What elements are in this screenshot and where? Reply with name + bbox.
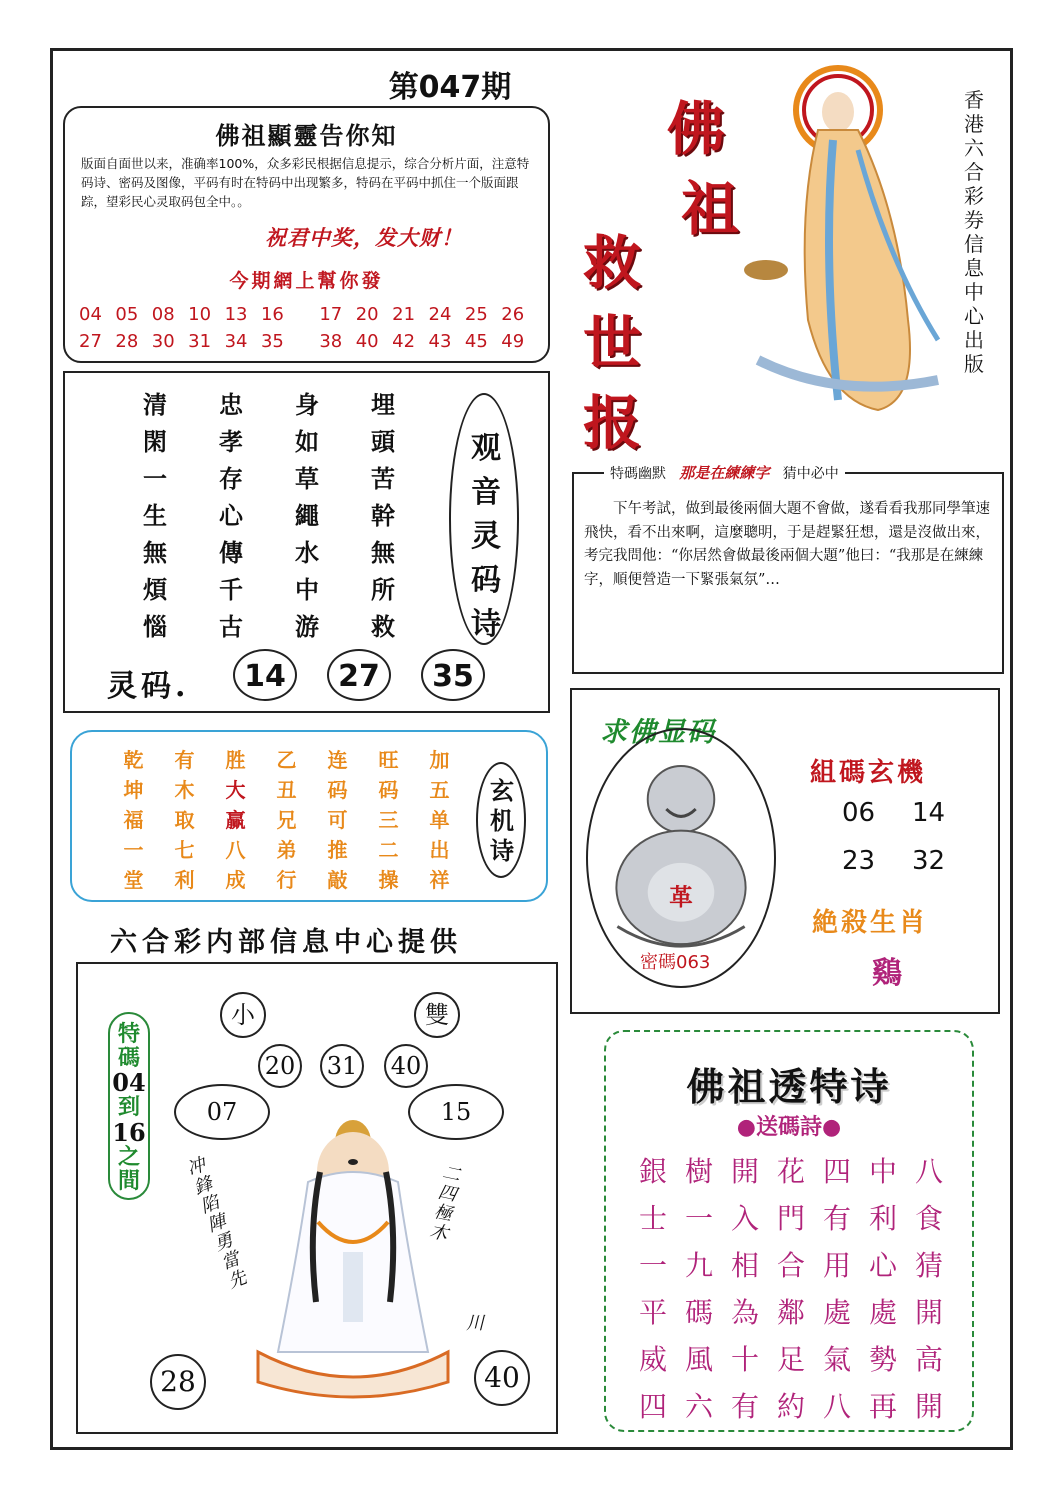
- help-number: 40: [355, 331, 379, 352]
- ring-number: 31: [320, 1044, 364, 1088]
- riddle-label-right: 猜中必中: [782, 466, 839, 482]
- guanyin-poem-char: 心: [219, 501, 243, 530]
- guanyin-poem-char: 惱: [143, 612, 167, 641]
- tete-poem-char: 鄰: [776, 1296, 805, 1329]
- tete-poem-char: 八: [914, 1155, 943, 1188]
- xuanji-poem-char: 码: [378, 778, 399, 802]
- tete-poem-char: 氣: [822, 1343, 851, 1376]
- help-number: 28: [115, 331, 139, 352]
- ring-number: 20: [258, 1044, 302, 1088]
- help-number: 20: [355, 304, 379, 325]
- help-number: 24: [428, 304, 452, 325]
- tete-poem-char: 門: [776, 1202, 805, 1235]
- tete-poem-char: 用: [822, 1249, 851, 1282]
- xuanji-poem-char: 可: [327, 808, 348, 832]
- tete-poem-char: 有: [730, 1390, 759, 1423]
- xuanji-poem-char: 一: [123, 838, 144, 862]
- intro-title: 佛祖顯靈告你知: [215, 121, 398, 150]
- tete-poem-char: 花: [776, 1155, 805, 1188]
- help-title: 今期網上幫你發: [229, 270, 384, 292]
- guanyin-poem-title: 观音灵码诗: [471, 431, 501, 642]
- guanyin-poem-grid: [117, 385, 421, 641]
- corner-number-left: 28: [150, 1354, 206, 1410]
- xuanji-poem-box: [70, 730, 548, 902]
- tete-poem-char: 十: [730, 1343, 759, 1376]
- xuanji-poem-char: 大: [225, 778, 246, 802]
- masthead-char: 救: [583, 229, 642, 297]
- xuanji-poem-char: 加: [429, 748, 450, 772]
- guanyin-poem-char: 傳: [219, 538, 243, 567]
- help-number: 34: [224, 331, 248, 352]
- intro-body: 版面自面世以来，准确率100%，众多彩民根据信息提示，综合分析片面，注意特码诗、密码及图像，平码有时在特码中出现繁多，特码在平码中抓住一个版面跟踪，望彩民心灵取码包全中。。: [81, 156, 530, 209]
- tete-poem-title: 佛祖透特诗: [686, 1064, 892, 1109]
- help-number: 38: [319, 331, 343, 352]
- help-number: 21: [392, 304, 416, 325]
- xuanji-poem-char: 胜: [225, 748, 246, 772]
- provider-line: 六合彩内部信息中心提供: [110, 927, 462, 958]
- tete-poem-char: 食: [914, 1202, 943, 1235]
- xuanji-poem-char: 推: [327, 838, 348, 862]
- help-number: 45: [464, 331, 488, 352]
- masthead-title: [575, 76, 755, 456]
- zuma-number: 23: [842, 846, 876, 876]
- xuanji-poem-char: 取: [174, 808, 195, 832]
- guanyin-poem-char: 如: [295, 427, 319, 456]
- guanyin-poem-char: 閑: [143, 427, 167, 456]
- xuanji-poem-char: 乾: [123, 748, 144, 772]
- guanyin-poem-char: 幹: [371, 501, 395, 530]
- tag-even: 雙: [414, 992, 460, 1038]
- ring-number: 40: [384, 1044, 428, 1088]
- guanyin-poem-char: 所: [371, 575, 395, 604]
- tete-poem-subtitle: ●送碼詩●: [736, 1114, 842, 1140]
- lingma-number: 14: [233, 649, 297, 701]
- help-number: 25: [464, 304, 488, 325]
- xuanji-poem-char: 码: [327, 778, 348, 802]
- xuanji-poem-char: 赢: [225, 808, 246, 832]
- spacer: [297, 304, 319, 331]
- tete-poem-char: 有: [822, 1202, 851, 1235]
- xuanji-poem-char: 三: [378, 808, 399, 832]
- guanyin-poem-char: 草: [295, 464, 319, 493]
- tete-poem-char: 高: [914, 1343, 943, 1376]
- tete-poem-char: 開: [730, 1155, 759, 1188]
- xuanji-poem-char: 敲: [327, 868, 348, 892]
- tete-poem-grid: [630, 1150, 952, 1423]
- help-number: 04: [79, 304, 102, 325]
- guanyin-poem-char: 煩: [143, 575, 167, 604]
- tete-poem-char: 開: [914, 1390, 943, 1423]
- riddle-header: [604, 462, 845, 483]
- tema-range-column: [108, 1012, 150, 1200]
- issue-number: 第047期: [388, 70, 512, 105]
- help-number: 49: [501, 331, 525, 352]
- guanyin-poem-char: 忠: [219, 390, 243, 419]
- xuanji-poem-grid: [108, 744, 465, 891]
- tete-poem-box: [604, 1030, 974, 1432]
- guanyin-poem-char: 孝: [219, 427, 243, 456]
- guanyin-poem-char: 一: [143, 464, 167, 493]
- xuanji-poem-char: 行: [276, 868, 297, 892]
- guanyin-poem-char: 清: [143, 390, 167, 419]
- help-number: 08: [151, 304, 175, 325]
- help-number: 27: [79, 331, 102, 352]
- tema-label: 特碼: [118, 1021, 141, 1071]
- tete-poem-char: 約: [776, 1390, 805, 1423]
- xuanji-poem-char: 二: [378, 838, 399, 862]
- riddle-label-left: 特碼幽默: [610, 466, 666, 482]
- zuma-title: 組碼玄機: [810, 758, 927, 788]
- guanyin-poem-char: 繩: [295, 501, 319, 530]
- guanyin-poem-char: 救: [371, 612, 395, 641]
- zuma-numbers: [842, 798, 982, 876]
- tete-poem-char: 銀: [638, 1155, 667, 1188]
- buddha-title: 求佛显码: [600, 717, 716, 748]
- lingma-number: 35: [421, 649, 485, 701]
- lingma-number: 27: [327, 649, 391, 701]
- help-number: 13: [224, 304, 248, 325]
- lingma-label: 灵码.: [107, 669, 190, 704]
- zuma-box: [570, 688, 1000, 1014]
- guanyin-poem-char: 中: [295, 575, 319, 604]
- tete-poem-char: 六: [684, 1390, 713, 1423]
- tete-poem-char: 士: [638, 1202, 667, 1235]
- tete-poem-char: 平: [638, 1296, 667, 1329]
- masthead-char: 报: [583, 389, 642, 457]
- help-number: 17: [319, 304, 343, 325]
- xuanji-poem-char: 兄: [276, 808, 297, 832]
- guanyin-poem-char: 頭: [371, 427, 395, 456]
- range-to-label: 到: [117, 1094, 140, 1120]
- tete-poem-char: 利: [868, 1202, 897, 1235]
- zodiac: 鷄: [872, 956, 902, 991]
- tete-poem-char: 開: [914, 1296, 943, 1329]
- zuma-number: 32: [912, 846, 946, 876]
- left-oval-number: 07: [174, 1084, 270, 1140]
- riddle-body: 下午考試，做到最後兩個大題不會做，遂看看我那同學筆速飛快，看不出來啊，這麼聰明，于是趕緊狂想，還是沒做出來，考完我問他：“你居然會做最後兩個大題”他曰：“我那是在練練字，順便營造一下緊張氣氛”…: [584, 501, 990, 588]
- xuanji-poem-char: 七: [174, 838, 195, 862]
- guanyin-poem-char: 水: [295, 538, 319, 567]
- right-verse-top: 二四極木: [427, 1162, 463, 1245]
- guanyin-poem-char: 古: [219, 612, 243, 641]
- xuanji-poem-char: 单: [429, 808, 450, 832]
- guanyin-poem-char: 身: [295, 390, 319, 419]
- tete-poem-char: 足: [776, 1343, 805, 1376]
- help-numbers: [79, 304, 539, 358]
- xuanji-poem-char: 五: [429, 778, 450, 802]
- xuanji-poem-char: 祥: [429, 868, 450, 892]
- help-number: 31: [188, 331, 212, 352]
- juesha-label: 絶殺生肖: [812, 908, 929, 938]
- xuanji-poem-title: 玄机诗: [490, 776, 514, 865]
- tete-poem-char: 四: [822, 1155, 851, 1188]
- range-end-label: 之間: [118, 1144, 141, 1194]
- tete-poem-char: 再: [868, 1390, 897, 1423]
- riddle-highlight: 那是在練練字: [679, 464, 770, 482]
- xuanji-poem-char: 丑: [276, 778, 297, 802]
- zuma-number: 06: [842, 798, 876, 828]
- mima: 密碼063: [640, 952, 711, 973]
- tete-poem-char: 四: [638, 1390, 667, 1423]
- xuanji-poem-char: 乙: [276, 748, 297, 772]
- masthead-char: 佛: [667, 95, 726, 163]
- range-from: 04: [112, 1068, 146, 1097]
- guanyin-poem-char: 苦: [371, 464, 395, 493]
- tete-poem-char: 入: [730, 1202, 759, 1235]
- guanyin-poem-char: 埋: [371, 390, 395, 419]
- xuanji-poem-char: 福: [123, 808, 144, 832]
- masthead-char: 世: [583, 309, 642, 377]
- intro-box: [63, 106, 550, 363]
- slogan: 祝君中奖，发大财！: [265, 225, 463, 250]
- buddha-char: 革: [669, 882, 693, 911]
- xuanji-poem-char: 利: [174, 868, 195, 892]
- guanyin-poem-char: 游: [295, 612, 319, 641]
- tete-poem-char: 風: [684, 1343, 713, 1376]
- guanyin-poem-char: 無: [143, 538, 167, 567]
- right-oval-number: 15: [408, 1084, 504, 1140]
- xuanji-poem-char: 弟: [276, 838, 297, 862]
- spacer: [297, 331, 319, 358]
- help-number: 05: [115, 304, 139, 325]
- help-row-2: [79, 331, 539, 358]
- masthead-char: 祖: [681, 175, 740, 243]
- right-verse-bottom: 川: [466, 1313, 484, 1334]
- tete-poem-char: 處: [822, 1296, 851, 1329]
- xuanji-poem-oval: [476, 762, 526, 878]
- help-number: 10: [188, 304, 212, 325]
- xuanji-poem-char: 操: [378, 868, 399, 892]
- zuma-number: 14: [912, 798, 946, 828]
- xuanji-poem-char: 有: [174, 748, 195, 772]
- left-verse: 冲鋒陷陣勇當先: [184, 1154, 250, 1293]
- help-number: 35: [260, 331, 284, 352]
- xuanji-poem-char: 木: [174, 778, 195, 802]
- riddle-box: [572, 464, 1004, 674]
- tag-small: 小: [220, 992, 266, 1038]
- xuanji-poem-char: 成: [225, 868, 246, 892]
- tete-poem-char: 中: [868, 1155, 897, 1188]
- xuanji-poem-char: 八: [225, 838, 246, 862]
- xuanji-poem-char: 坤: [123, 778, 144, 802]
- tete-poem-char: 心: [868, 1249, 897, 1282]
- help-number: 26: [501, 304, 525, 325]
- tete-poem-char: 碼: [684, 1296, 713, 1329]
- guanyin-poem-box: [63, 371, 550, 713]
- tete-poem-char: 合: [776, 1249, 805, 1282]
- tete-poem-char: 為: [730, 1296, 759, 1329]
- help-number: 16: [260, 304, 284, 325]
- guanyin-poem-oval: [449, 393, 519, 645]
- tema-range-box: [76, 962, 558, 1434]
- tete-poem-char: 相: [730, 1249, 759, 1282]
- range-to: 16: [112, 1118, 146, 1147]
- corner-number-right: 40: [474, 1350, 530, 1406]
- tete-poem-char: 九: [684, 1249, 713, 1282]
- tete-poem-char: 猜: [914, 1249, 943, 1282]
- tete-poem-char: 一: [684, 1202, 713, 1235]
- help-number: 42: [392, 331, 416, 352]
- guanyin-poem-char: 千: [219, 575, 243, 604]
- guanyin-poem-char: 生: [143, 501, 167, 530]
- publisher: 香港六合彩券信息中心出版: [964, 88, 984, 376]
- xuanji-poem-char: 堂: [123, 868, 144, 892]
- tete-poem-char: 勢: [868, 1343, 897, 1376]
- tete-poem-char: 威: [638, 1343, 667, 1376]
- xuanji-poem-char: 连: [327, 748, 348, 772]
- xuanji-poem-char: 出: [429, 838, 450, 862]
- guanyin-poem-char: 無: [371, 538, 395, 567]
- tete-poem-char: 處: [868, 1296, 897, 1329]
- seated-guanyin-image: [238, 1102, 468, 1402]
- tete-poem-char: 樹: [684, 1155, 713, 1188]
- guanyin-poem-char: 存: [219, 464, 243, 493]
- tete-poem-char: 一: [638, 1249, 667, 1282]
- help-row-1: [79, 304, 539, 331]
- standing-guanyin-image: [738, 60, 950, 420]
- help-number: 30: [151, 331, 175, 352]
- xuanji-poem-char: 旺: [378, 748, 399, 772]
- help-number: 43: [428, 331, 452, 352]
- tete-poem-char: 八: [822, 1390, 851, 1423]
